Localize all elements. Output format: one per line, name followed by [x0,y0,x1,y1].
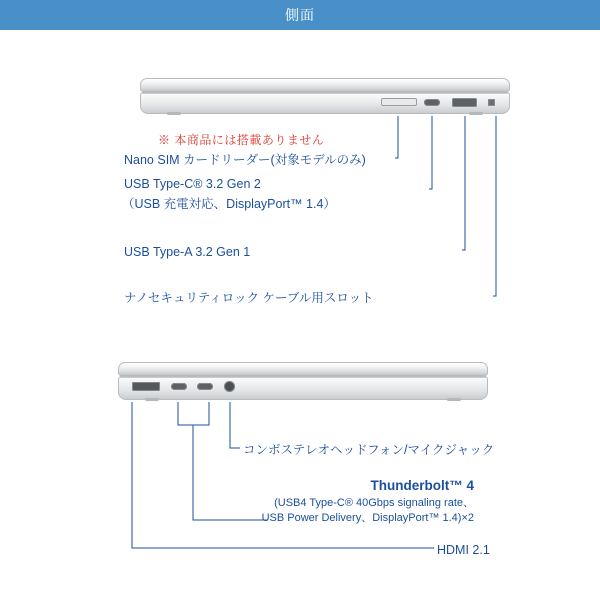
nano-security-lock-slot [488,99,495,106]
callout-label-hdmi: HDMI 2.1 [437,543,490,557]
combo-audio-jack [224,381,235,392]
base-foot-left-2 [145,398,159,401]
callout-label-usb-type-a: USB Type-A 3.2 Gen 1 [124,245,251,259]
thunderbolt-4-port-2 [197,383,213,390]
callout-label-audio-jack: コンボステレオヘッドフォン/マイクジャック [243,443,495,457]
callout-label-usb-type-c-sub: （USB 充電対応、DisplayPort™ 1.4） [122,197,336,211]
laptop-left-side-illustration [118,362,488,400]
not-installed-note: ※ 本商品には搭載ありません [158,133,325,147]
laptop-base-slab-2 [118,376,488,400]
laptop-right-side-illustration [140,78,510,114]
laptop-base-slab [140,92,510,114]
base-seam [142,93,508,94]
page-title: 側面 [285,7,315,23]
usb-type-c-3-2-gen-2 [424,99,440,106]
usb-type-a-3-2-gen-1 [452,98,477,107]
callout-label-thunderbolt-sub1: (USB4 Type-C® 40Gbps signaling rate、 [274,497,474,509]
callout-label-thunderbolt: Thunderbolt™ 4 [370,478,474,493]
callout-label-nano-sim: Nano SIM カードリーダー(対象モデルのみ) [124,153,366,167]
base-seam-2 [120,377,486,378]
thunderbolt-4-port-1 [171,383,187,390]
base-foot-left [167,112,181,115]
laptop-lid-slab-2 [118,362,488,376]
page-title-bar [0,0,600,30]
callout-label-security-lock: ナノセキュリティロック ケーブル用スロット [124,291,374,305]
callout-label-usb-type-c: USB Type-C® 3.2 Gen 2 [124,177,261,191]
base-foot-right [469,112,483,115]
callout-label-thunderbolt-sub2: USB Power Delivery、DisplayPort™ 1.4)×2 [261,512,474,524]
hdmi-2-1 [132,382,160,391]
base-foot-right-2 [447,398,461,401]
nano-sim-card-reader [381,98,417,106]
laptop-lid-slab [140,78,510,92]
